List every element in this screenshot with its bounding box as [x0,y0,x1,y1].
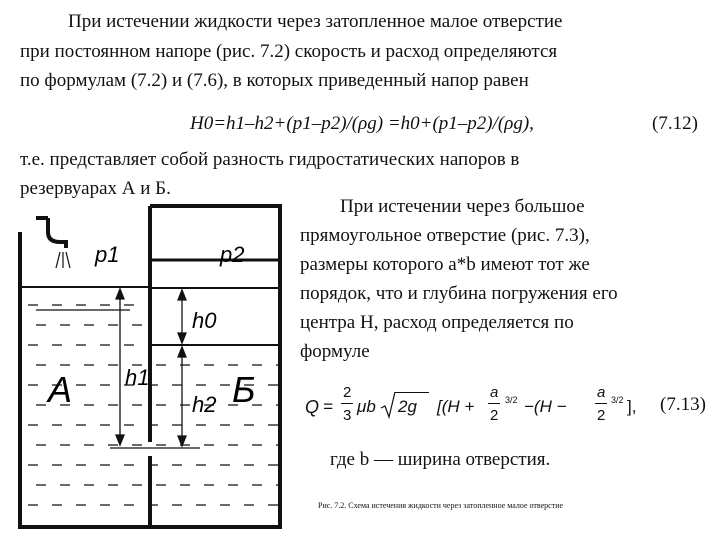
label-p1: p1 [95,242,120,267]
paragraph1-line1: При истечении жидкости через затопленное малое отверстие [68,11,563,32]
formula-a1: a [490,384,499,401]
formula-Q: Q [305,397,320,417]
formula-a2: a [597,384,606,401]
orifice [146,442,154,456]
formula-frac-den: 3 [343,407,352,424]
label-B: Б [232,369,256,410]
sqrt-bar [395,392,429,393]
figure-caption: Рис. 7.2. Схема истечения жидкости через затопленное малое отверстие [318,501,564,510]
formula-7-12: H0=h1–h2+(p1–p2)/(ρg) =h0+(p1–p2)/(ρg), [190,113,534,134]
label-h2: h2 [192,392,217,417]
formula-frac3-bar [595,403,607,404]
paragraph3-line3: размеры которого a*b имеют тот же [300,254,590,275]
paragraph1-line2: при постоянном напоре (рис. 7.2) скорость и расход определяются [20,41,558,62]
formula-mu-b: μb [357,397,376,416]
paragraph3-line6: формуле [300,341,370,362]
label-h1: h1 [125,365,150,390]
paragraph3-line4: порядок, что и глубина погружения его [300,283,618,304]
paragraph1-line3: по формулам (7.2) и (7.6), в которых приведенный напор равен [20,70,529,91]
formula-frac2-bar [488,403,500,404]
sqrt-icon [380,390,396,420]
paragraph3-line1: При истечении через большое [340,196,585,217]
formula-minus: −(H − [524,397,567,416]
formula-frac-bar [341,403,353,404]
label-A: А [48,369,73,410]
formula-two1: 2 [490,407,499,424]
paragraph3-line5: центра H, расход определяется по [300,312,574,333]
label-p2: p2 [220,242,245,267]
formula-7-12-number: (7.12) [652,113,698,134]
paragraph2-line1: т.е. представляет собой разность гидростатических напоров в [20,149,520,170]
label-h0: h0 [192,308,217,333]
formula-frac-num: 2 [343,384,352,401]
formula-exp1: 3/2 [505,395,518,405]
formula-exp2: 3/2 [611,395,624,405]
formula-equals: = [323,397,333,416]
formula-sqrt-arg: 2g [398,397,417,416]
paragraph3-line2: прямоугольное отверстие (рис. 7.3), [300,225,590,246]
formula-bracket-open: [(H + [437,397,475,416]
figure-7-2 [0,190,300,535]
formula-close: ], [627,397,637,416]
paragraph2-line2: резервуарах А и Б. [20,178,171,199]
formula-two2: 2 [597,407,606,424]
formula-7-13-number: (7.13) [660,394,706,415]
inlet-jet-icon [56,252,70,268]
inlet-pipe [48,218,66,248]
where-line: где b — ширина отверстия. [330,449,551,470]
